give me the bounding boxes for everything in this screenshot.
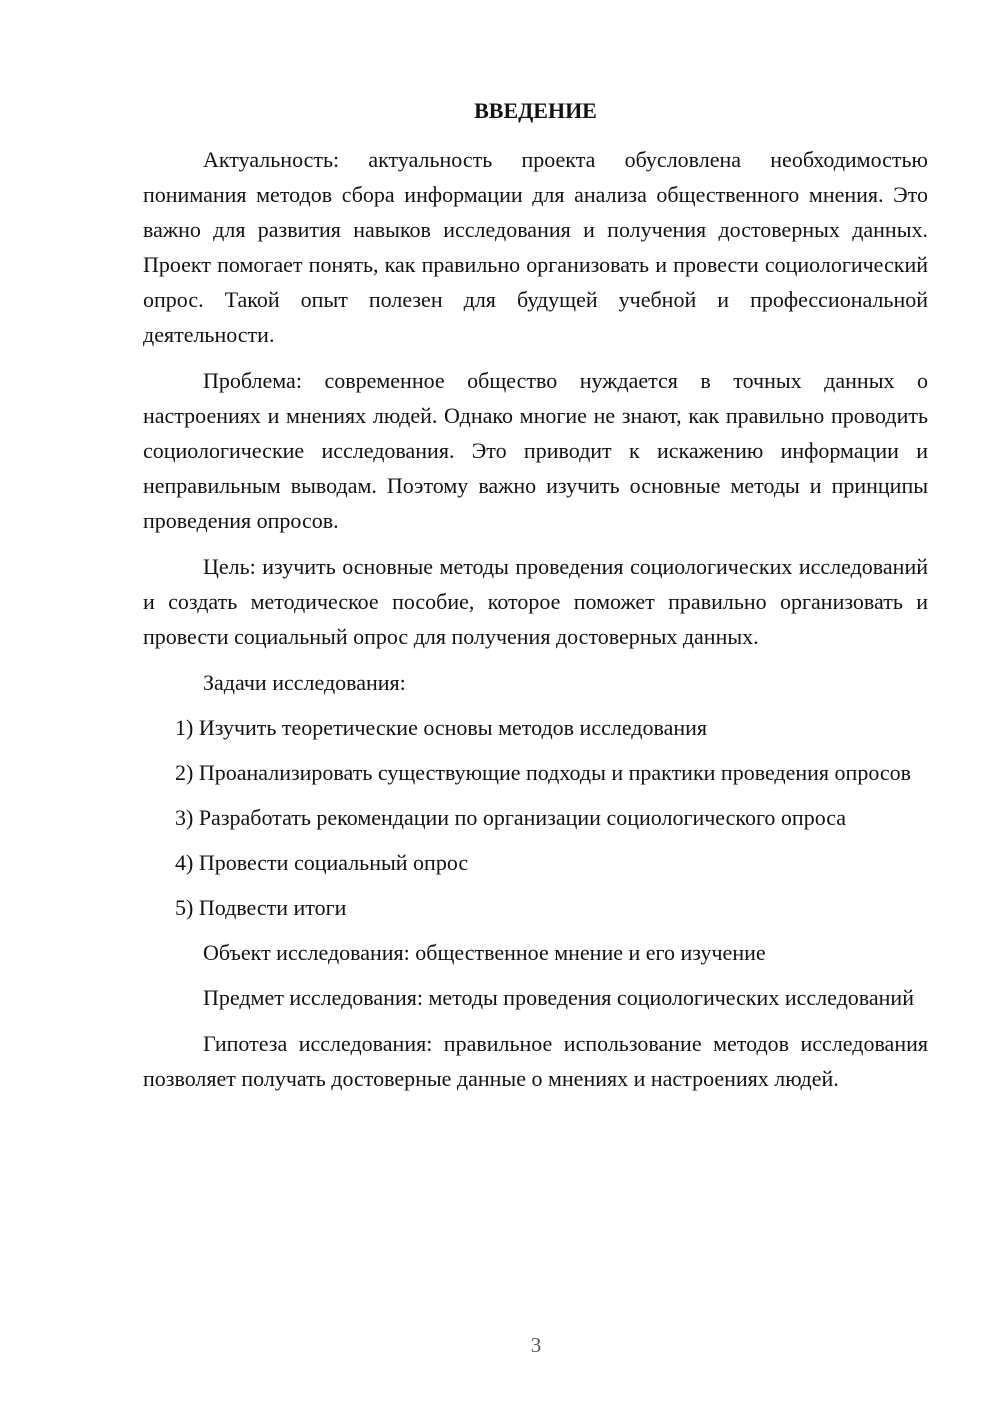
task-item-1: 1) Изучить теоретические основы методов исследования (175, 715, 708, 740)
problem-paragraph: Проблема: современное общество нуждается в точных данных о настроениях и мнениях людей. Однако многие не знают, как правильно проводить социологические исследования. Это приводит к искажению информации и неправильным выводам. Поэтому важно изучить основные методы и принципы проведения опросов. (143, 368, 928, 533)
goal-paragraph: Цель: изучить основные методы проведения социологических исследований и создать методическое пособие, которое поможет правильно организовать и провести социальный опрос для получения достоверных данных. (143, 554, 928, 649)
task-item-2: 2) Проанализировать существующие подходы и практики проведения опросов (175, 760, 912, 785)
page-number: 3 (530, 1333, 542, 1357)
tasks-list (143, 710, 928, 925)
research-object: Объект исследования: общественное мнение и его изучение (203, 940, 766, 965)
task-item-3: 3) Разработать рекомендации по организации социологического опроса (175, 805, 847, 830)
section-title: ВВЕДЕНИЕ (474, 98, 597, 123)
task-item-5: 5) Подвести итоги (175, 895, 347, 920)
task-item-4: 4) Провести социальный опрос (175, 850, 469, 875)
page-content (143, 96, 928, 1107)
research-hypothesis: Гипотеза исследования: правильное использование методов исследования позволяет получать достоверные данные о мнениях и настроениях людей. (143, 1031, 928, 1091)
relevance-paragraph: Актуальность: актуальность проекта обусловлена необходимостью понимания методов сбора информации для анализа общественного мнения. Это важно для развития навыков исследования и получения достоверных данных. Проект помогает понять, как правильно организовать и провести социологический опрос. Такой опыт полезен для будущей учебной и профессиональной деятельности. (143, 147, 928, 347)
research-subject: Предмет исследования: методы проведения социологических исследований (203, 985, 914, 1010)
tasks-heading: Задачи исследования: (203, 670, 406, 695)
